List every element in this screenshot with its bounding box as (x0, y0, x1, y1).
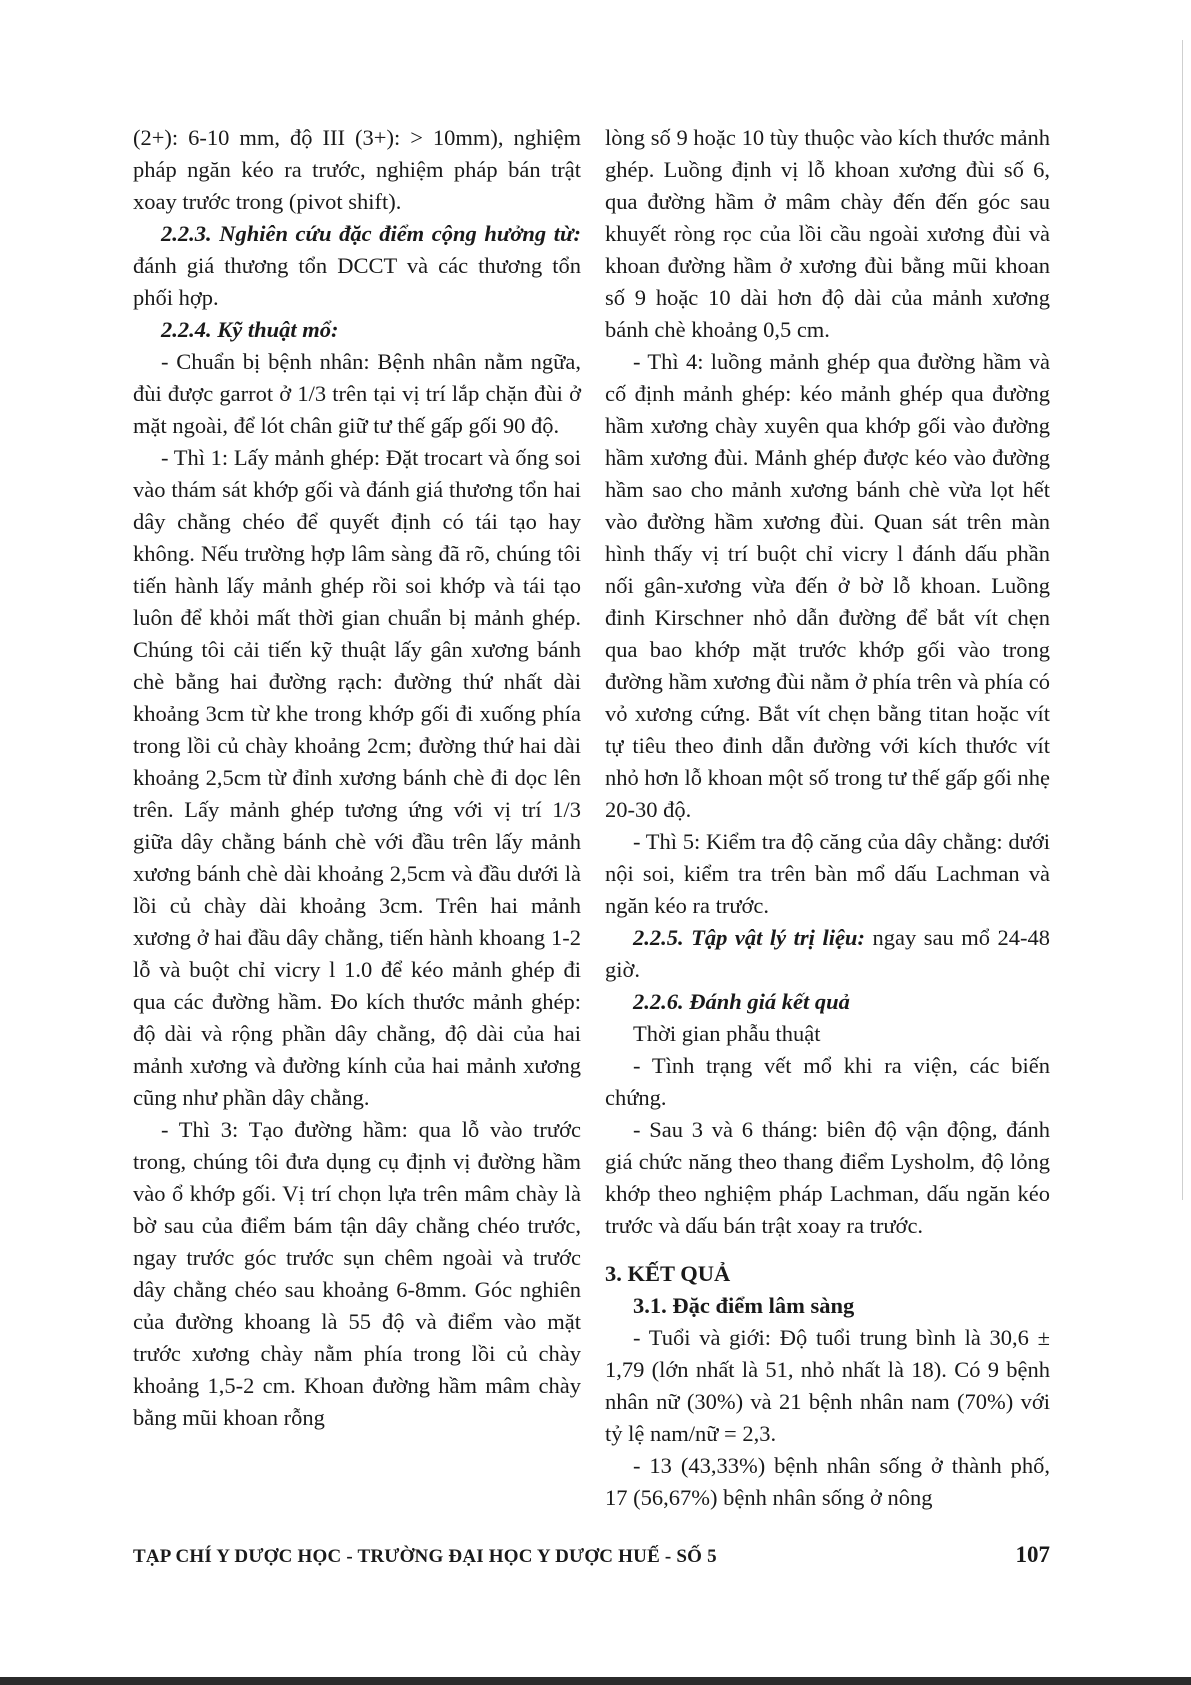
right-column (605, 122, 1050, 1514)
paragraph-step-1: - Thì 1: Lấy mảnh ghép: Đặt trocart và ống soi vào thám sát khớp gối và đánh giá thương tổn hai dây chằng chéo để quyết định có tái tạo hay không. Nếu trường hợp lâm sàng đã rõ, chúng tôi tiến hành lấy mảnh ghép rồi soi khớp và tái tạo luôn để khỏi mất thời gian chuẩn bị mảnh ghép. Chúng tôi cải tiến kỹ thuật lấy gân xương bánh chè bằng hai đường rạch: đường thứ nhất dài khoảng 3cm từ khe trong khớp gối đi xuống phía trong lồi củ chày khoảng 2cm; đường thứ hai dài khoảng 2,5cm từ đỉnh xương bánh chè đi dọc lên trên. Lấy mảnh ghép tương ứng với vị trí 1/3 giữa dây chằng bánh chè với đầu trên lấy mảnh xương bánh chè dài khoảng 2,5cm và đầu dưới là lồi củ chày dài khoảng 3cm. Trên hai mảnh xương ở hai đầu dây chằng, tiến hành khoang 1-2 lỗ và buột chỉ vicry l 1.0 để kéo mảnh ghép đi qua các đường hầm. Đo kích thước mảnh ghép: độ dài và rộng phần dây chằng, độ dài của hai mảnh xương và đường kính của hai mảnh xương cũng như phần dây chằng. (133, 445, 581, 1110)
paragraph-step-4: - Thì 4: luồng mảnh ghép qua đường hầm và cố định mảnh ghép: kéo mảnh ghép qua đường hầm xương chày xuyên qua khớp gối vào đường hầm xương đùi. Mảnh ghép được kéo vào đường hầm sao cho mảnh xương bánh chè vừa lọt hết vào đường hầm xương đùi. Quan sát trên màn hình thấy vị trí buột chỉ vicry l đánh dấu phần nối gân-xương vừa đến ở bờ lỗ khoan. Luồng đinh Kirschner nhỏ dẫn đường để bắt vít chẹn qua bao khớp mặt trước khớp gối vào trong đường hầm xương đùi nằm ở phía trên và phía có vỏ xương cứng. Bắt vít chẹn bằng titan hoặc vít tự tiêu theo đinh dẫn đường với kích thước vít nhỏ hơn lỗ khoan một số trong tư thế gấp gối nhẹ 20-30 độ. (605, 349, 1050, 822)
paragraph-step-5: - Thì 5: Kiểm tra độ căng của dây chằng: dưới nội soi, kiểm tra trên bàn mổ dấu Lachman và ngăn kéo ra trước. (605, 829, 1050, 918)
heading-section-3: 3. KẾT QUẢ (605, 1261, 731, 1286)
paragraph-followup: - Sau 3 và 6 tháng: biên độ vận động, đánh giá chức năng theo thang điểm Lysholm, độ lỏng khớp theo nghiệm pháp Lachman, dấu ngăn kéo trước và dấu bán trật xoay ra trước. (605, 1117, 1050, 1238)
page-number: 107 (1015, 1542, 1050, 1567)
heading-2-2-4: 2.2.4. Kỹ thuật mổ: (161, 317, 339, 342)
paragraph-physio-text: ngay sau mổ 24-48 giờ. (605, 925, 1050, 982)
scan-bottom-band (0, 1677, 1191, 1685)
left-column (133, 122, 581, 1434)
paragraph-mri (133, 218, 581, 314)
paragraph-residence: - 13 (43,33%) bệnh nhân sống ở thành phố, 17 (56,67%) bệnh nhân sống ở nông (605, 1453, 1050, 1510)
paragraph-age-sex: - Tuổi và giới: Độ tuổi trung bình là 30,6 ± 1,79 (lớn nhất là 51, nhỏ nhất là 18). Có 9 bệnh nhân nữ (30%) và 21 bệnh nhân nam (70%) với tỷ lệ nam/nữ = 2,3. (605, 1325, 1050, 1446)
paragraph-step-3-continued: lòng số 9 hoặc 10 tùy thuộc vào kích thước mảnh ghép. Luồng định vị lỗ khoan xương đùi số 6, qua đường hầm ở mâm chày đến đến góc sau khuyết ròng rọc của lồi cầu ngoài xương đùi và khoan đường hầm ở xương đùi bằng mũi khoan số 9 hoặc 10 dài hơn độ dài của mảnh xương bánh chè khoảng 0,5 cm. (605, 125, 1050, 342)
paragraph-op-time: Thời gian phẫu thuật (633, 1021, 821, 1046)
paragraph-patient-prep: - Chuẩn bị bệnh nhân: Bệnh nhân nằm ngữa, đùi được garrot ở 1/3 trên tại vị trí lắp chặn đùi ở mặt ngoài, để lót chân giữ tư thế gấp gối 90 độ. (133, 349, 581, 438)
page-footer (133, 1542, 1050, 1574)
heading-3-1: 3.1. Đặc điểm lâm sàng (633, 1293, 855, 1318)
paragraph-mri-text: đánh giá thương tổn DCCT và các thương tổn phối hợp. (133, 253, 581, 310)
journal-title: TẠP CHÍ Y DƯỢC HỌC - TRƯỜNG ĐẠI HỌC Y DƯỢC HUẾ - SỐ 5 (133, 1546, 717, 1567)
heading-2-2-5: 2.2.5. Tập vật lý trị liệu: (633, 925, 865, 950)
paragraph-physio (605, 922, 1050, 986)
paragraph-step-3: - Thì 3: Tạo đường hầm: qua lỗ vào trước trong, chúng tôi đưa dụng cụ định vị đường hầm vào ổ khớp gối. Vị trí chọn lựa trên mâm chày là bờ sau của điểm bám tận dây chằng chéo trước, ngay trước góc trước sụn chêm ngoài và trước dây chằng chéo sau khoảng 6-8mm. Góc nghiên của đường khoang là 55 độ và điểm vào mặt trước xương chày nằm phía trong lồi củ chày khoảng 1,5-2 cm. Khoan đường hầm mâm chày bằng mũi khoan rỗng (133, 1117, 581, 1430)
paragraph-wound-status: - Tình trạng vết mổ khi ra viện, các biến chứng. (605, 1053, 1050, 1110)
scan-edge-line (1182, 40, 1183, 1200)
heading-2-2-6: 2.2.6. Đánh giá kết quả (633, 989, 850, 1014)
heading-2-2-3: 2.2.3. Nghiên cứu đặc điểm cộng hưởng từ: (161, 221, 581, 246)
paragraph-intro: (2+): 6-10 mm, độ III (3+): > 10mm), nghiệm pháp ngăn kéo ra trước, nghiệm pháp bán trật xoay trước trong (pivot shift). (133, 125, 581, 214)
